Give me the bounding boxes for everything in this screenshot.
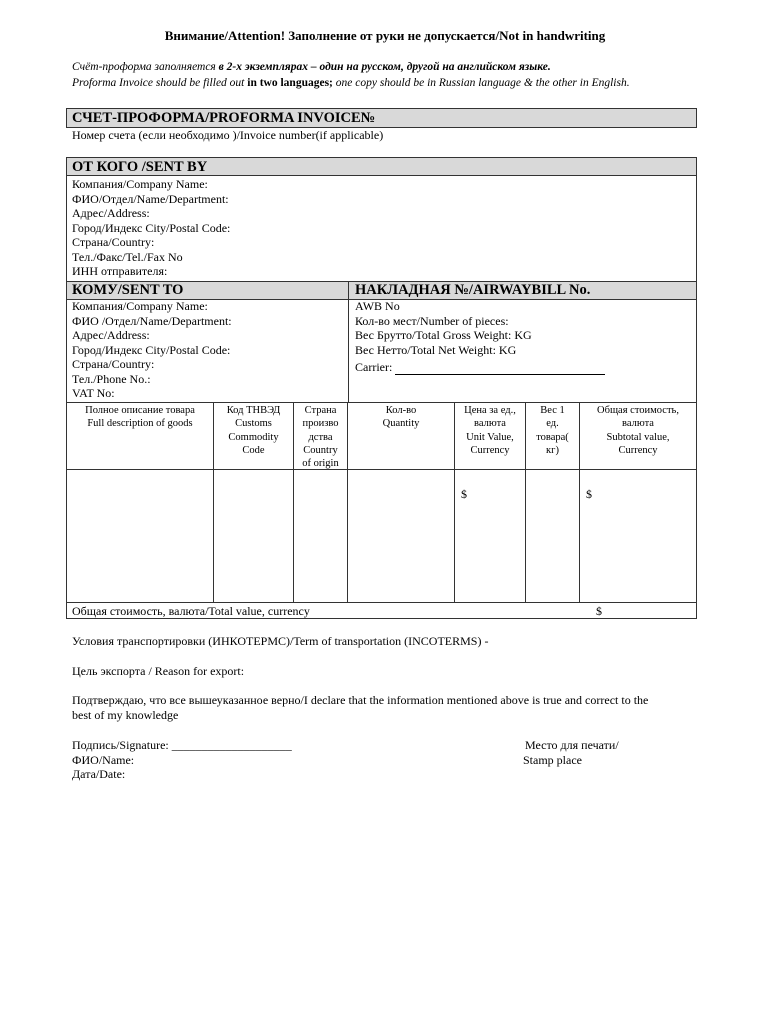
stamp-place	[523, 738, 619, 767]
goods-weight-cell[interactable]	[527, 471, 578, 601]
col-unit-value-line: валюта	[474, 418, 506, 430]
goods-origin-cell[interactable]	[295, 471, 346, 601]
sender-fields	[72, 177, 672, 279]
col-weight-line: товара(	[536, 431, 569, 443]
col-origin-line: Страна	[304, 405, 337, 416]
unit-currency-symbol: $	[461, 487, 467, 501]
goods-unit-value-cell[interactable]	[456, 471, 524, 601]
col-quantity-line: Quantity	[382, 418, 420, 430]
col-weight-line: кг)	[546, 444, 559, 456]
col-subtotal-line: Subtotal value,	[606, 431, 670, 443]
col-weight-line: Вес 1	[540, 405, 565, 416]
invoice-heading: СЧЕТ-ПРОФОРМА/PROFORMA INVOICE№	[66, 108, 697, 128]
goods-header-bottom	[67, 469, 696, 470]
col-description-line: Полное описание товара	[85, 405, 195, 416]
col-subtotal-header	[580, 404, 696, 457]
col-origin-line: of origin	[302, 458, 339, 470]
declaration	[72, 693, 702, 722]
col-quantity-line: Кол-во	[385, 405, 417, 416]
col-code-line: Commodity	[228, 431, 279, 443]
recipient-divider	[348, 281, 349, 403]
note-english	[72, 77, 630, 89]
goods-table-top	[67, 402, 696, 403]
awb-number-field[interactable]: AWB No	[355, 299, 400, 313]
invoice-number-label: Номер счета (если необходимо )/Invoice number(if applicable)	[72, 128, 384, 142]
col-origin-line: дства	[308, 431, 333, 443]
net-weight-field[interactable]: Вес Нетто/Total Net Weight: KG	[355, 342, 517, 357]
signature-field[interactable]: Подпись/Signature: ____________________	[72, 738, 292, 752]
note-ru-prefix: Счёт-проформа заполняется	[72, 61, 219, 73]
total-value-label: Общая стоимость, валюта/Total value, currency	[72, 604, 310, 618]
recipient-address-field[interactable]: Адрес/Address:	[72, 328, 150, 342]
declaration-line: Подтверждаю, что все вышеуказанное верно/I declare that the information mentioned above is true and correct to the	[72, 693, 649, 707]
sender-country-field[interactable]: Страна/Country:	[72, 235, 155, 249]
goods-col-divider	[347, 402, 348, 602]
col-subtotal-line: Общая стоимость,	[597, 405, 679, 416]
col-code-line: Customs	[235, 418, 272, 430]
col-weight-header	[526, 404, 579, 457]
col-description-header	[67, 404, 213, 431]
col-code-line: Code	[242, 444, 265, 456]
note-ru-bold: в 2-х экземплярах – один на русском, другой на английском языке.	[218, 61, 551, 73]
airwaybill-heading: НАКЛАДНАЯ №/AIRWAYBILL No.	[355, 282, 591, 298]
goods-description-cell[interactable]	[68, 471, 212, 601]
col-origin-line: произво	[302, 418, 339, 430]
goods-code-cell[interactable]	[215, 471, 292, 601]
name-field[interactable]: ФИО/Name:	[72, 752, 135, 767]
note-en-prefix: Proforma Invoice should be filled out	[72, 77, 248, 89]
sender-company-field[interactable]: Компания/Company Name:	[72, 177, 208, 191]
recipient-name-field[interactable]: ФИО /Отдел/Name/Department:	[72, 313, 232, 328]
sender-name-field[interactable]: ФИО/Отдел/Name/Department:	[72, 191, 229, 206]
incoterms-field[interactable]: Условия транспортировки (ИНКОТЕРМС)/Term of transportation (INCOTERMS) -	[72, 634, 489, 648]
col-description-line: Full description of goods	[87, 418, 193, 430]
signature-block	[72, 738, 292, 782]
sender-phone-field[interactable]: Тел./Факс/Tel./Fax No	[72, 249, 183, 264]
total-currency-symbol[interactable]: $	[596, 604, 602, 618]
col-origin-line: Country	[303, 444, 338, 456]
subtotal-currency-symbol: $	[586, 487, 592, 501]
sender-heading: ОТ КОГО /SENT BY	[67, 158, 696, 176]
goods-body-bottom	[67, 602, 696, 603]
col-weight-line: ед.	[546, 418, 559, 430]
recipient-country-field[interactable]: Страна/Country:	[72, 357, 155, 371]
col-subtotal-line: Currency	[618, 444, 658, 456]
sender-address-field[interactable]: Адрес/Address:	[72, 206, 150, 220]
recipient-vat-field[interactable]: VAT No:	[72, 386, 115, 400]
col-quantity-header	[348, 404, 454, 431]
col-code-header	[214, 404, 293, 457]
recipient-company-field[interactable]: Компания/Company Name:	[72, 299, 208, 313]
airwaybill-fields	[355, 299, 685, 375]
recipient-phone-field[interactable]: Тел./Phone No.:	[72, 371, 151, 386]
stamp-line: Место для печати/	[525, 738, 619, 752]
col-origin-header	[294, 404, 347, 470]
sender-inn-field[interactable]: ИНН отправителя:	[72, 264, 168, 278]
carrier-label: Carrier:	[355, 360, 393, 374]
goods-subtotal-cell[interactable]	[581, 471, 695, 601]
col-unit-value-line: Currency	[470, 444, 510, 456]
stamp-line: Stamp place	[523, 752, 582, 767]
col-code-line: Код ТНВЭД	[226, 405, 281, 416]
gross-weight-field[interactable]: Вес Брутто/Total Gross Weight: KG	[355, 328, 532, 342]
goods-quantity-cell[interactable]	[349, 471, 453, 601]
col-unit-value-line: Цена за ед.,	[464, 405, 516, 416]
carrier-underline	[395, 363, 605, 375]
declaration-line: best of my knowledge	[72, 707, 179, 722]
col-unit-value-line: Unit Value,	[466, 431, 514, 443]
recipient-heading: КОМУ/SENT TO	[72, 282, 184, 298]
attention-title: Внимание/Attention! Заполнение от руки не допускается/Not in handwriting	[164, 28, 606, 43]
col-unit-value-header	[455, 404, 525, 457]
note-en-suffix: one copy should be in Russian language & the other in English.	[332, 77, 630, 89]
export-reason-field[interactable]: Цель экспорта / Reason for export:	[72, 664, 245, 678]
col-subtotal-line: валюта	[622, 418, 654, 430]
recipient-fields	[72, 299, 342, 401]
recipient-city-field[interactable]: Город/Индекс City/Postal Code:	[72, 342, 231, 357]
date-field[interactable]: Дата/Date:	[72, 767, 126, 781]
note-en-bold: in two languages;	[247, 77, 333, 89]
carrier-field[interactable]	[355, 360, 685, 375]
note-russian	[72, 61, 551, 73]
pieces-field[interactable]: Кол-во мест/Number of pieces:	[355, 313, 509, 328]
sender-city-field[interactable]: Город/Индекс City/Postal Code:	[72, 220, 231, 235]
